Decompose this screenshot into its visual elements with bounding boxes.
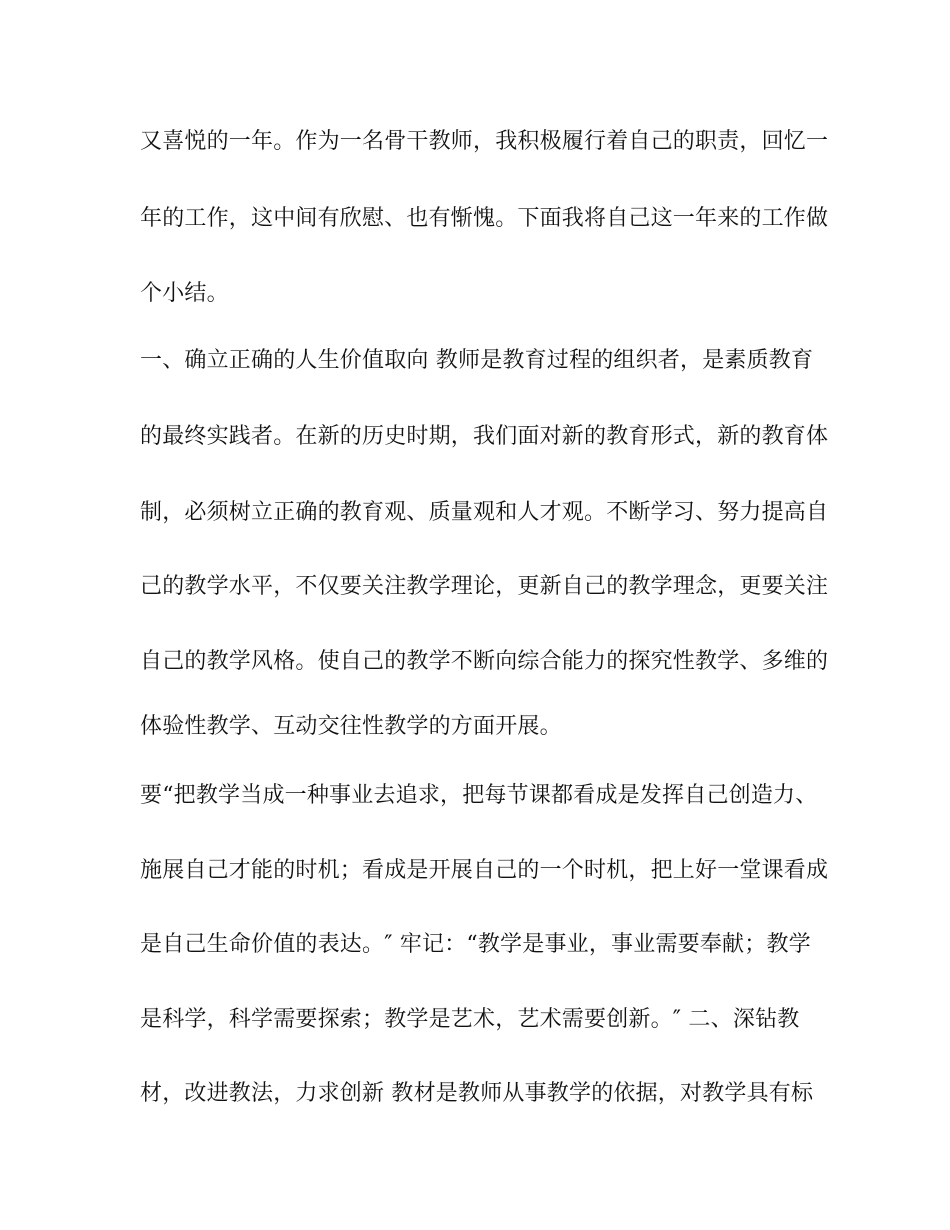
text-line: 年的工作，这中间有欣慰、也有惭愧。下面我将自己这一年来的工作做 bbox=[140, 206, 829, 231]
text-line: 的最终实践者。在新的历史时期，我们面对新的教育形式，新的教育体 bbox=[140, 424, 829, 449]
text-line: 要“把教学当成一种事业去追求，把每节课都看成是发挥自己创造力、 bbox=[140, 783, 818, 808]
text-line: 又喜悦的一年。作为一名骨干教师，我积极履行着自己的职责，回忆一 bbox=[140, 129, 829, 154]
text-line: 自己的教学风格。使自己的教学不断向综合能力的探究性教学、多维的 bbox=[140, 649, 829, 674]
text-line: 施展自己才能的时机；看成是开展自己的一个时机，把上好一堂课看成 bbox=[140, 858, 829, 883]
text-line: 体验性教学、互动交往性教学的方面开展。 bbox=[140, 714, 562, 739]
text-line: 材，改进教法，力求创新 教材是教师从事教学的依据，对教学具有标 bbox=[140, 1081, 814, 1106]
text-line: 己的教学水平，不仅要关注教学理论，更新自己的教学理念，更要关注 bbox=[140, 574, 829, 599]
text-line: 是自己生命价值的表达。″ 牢记：“教学是事业，事业需要奉献；教学 bbox=[140, 932, 811, 957]
text-line: 一、确立正确的人生价值取向 教师是教育过程的组织者，是素质教育 bbox=[140, 348, 814, 373]
text-line: 是科学，科学需要探索；教学是艺术，艺术需要创新。″ 二、深钻教 bbox=[140, 1007, 800, 1032]
text-line: 制，必须树立正确的教育观、质量观和人才观。不断学习、努力提高自 bbox=[140, 500, 829, 525]
text-line: 个小结。 bbox=[140, 281, 229, 306]
